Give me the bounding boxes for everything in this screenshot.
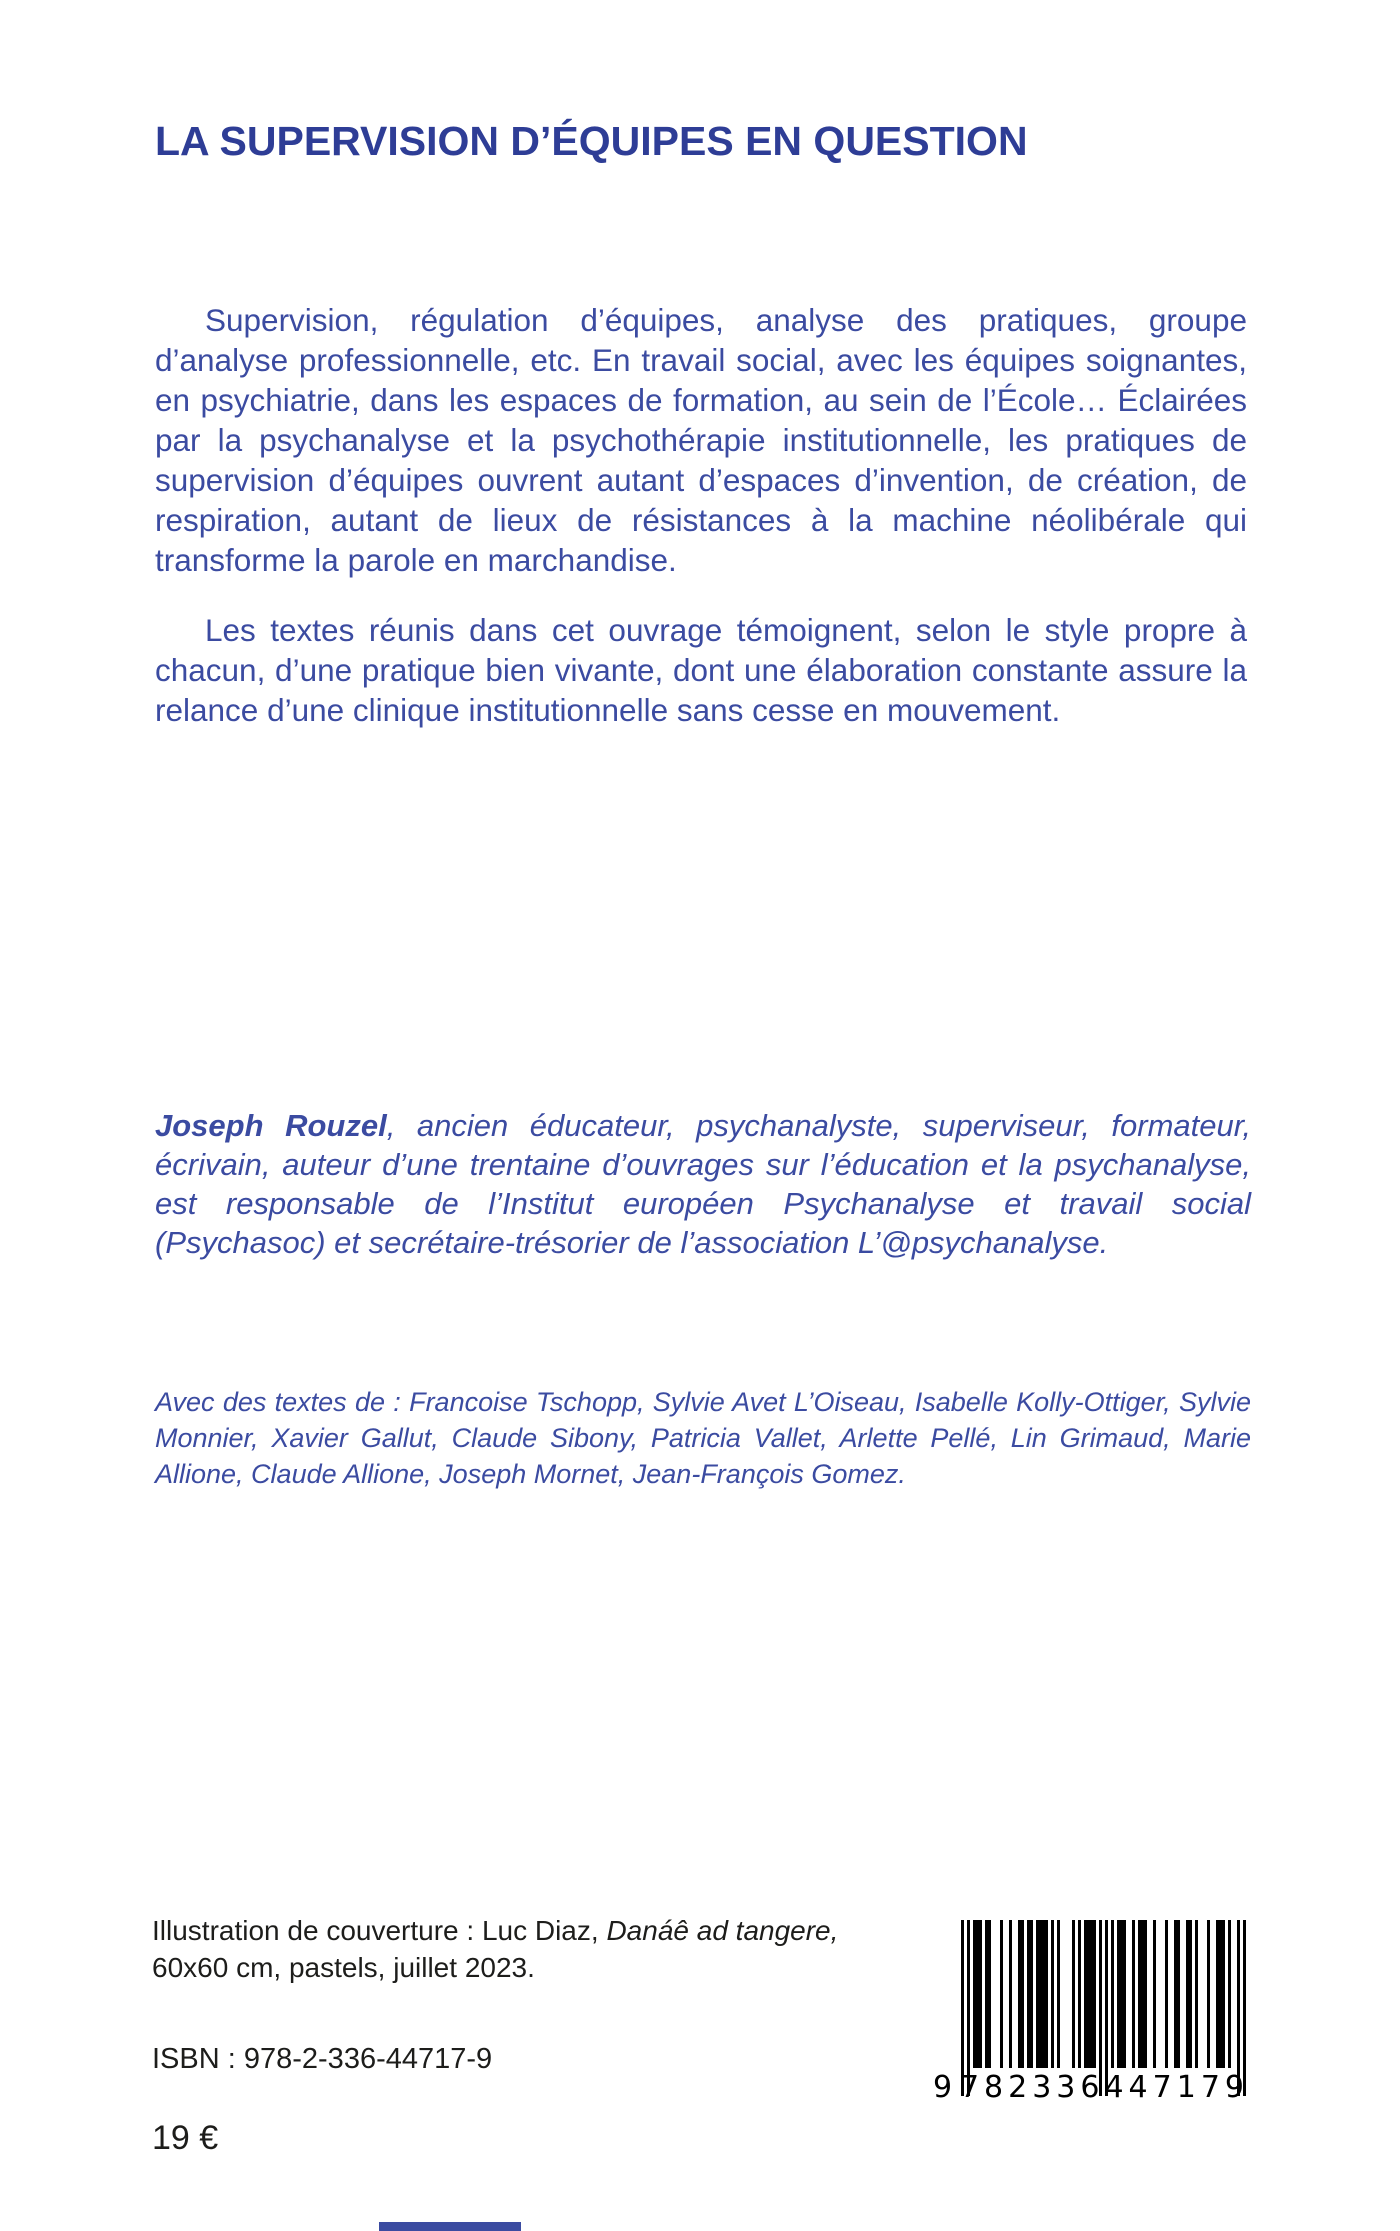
barcode-first-digit: 9 [933, 2070, 953, 2105]
illustration-credit [152, 1912, 852, 1949]
synopsis-paragraph-2: Les textes réunis dans cet ouvrage témoignent, selon le style propre à chacun, d’une pratique bien vivante, dont une élaboration constante assure la relance d’une clinique institutionnelle sans cesse en mouvement. [155, 612, 1247, 728]
bottom-stripe [379, 2222, 521, 2231]
price: 19 € [152, 2119, 219, 2157]
synopsis [155, 300, 1247, 730]
author-bio-text: , ancien éducateur, psychanalyste, superviseur, formateur, écrivain, auteur d’une trentaine d’ouvrages sur l’éducation et la psychanalyse, est responsable de l’Institut européen Psychanalyse et travail social (Psychasoc) et secrétaire-trésorier de l’association L’@psychanalyse. [155, 1108, 1251, 1260]
barcode [933, 1920, 1249, 2112]
contributors-note: Avec des textes de : Francoise Tschopp, Sylvie Avet L’Oiseau, Isabelle Kolly-Ottiger, Sylvie Monnier, Xavier Gallut, Claude Sibony, Patricia Vallet, Arlette Pellé, Lin Grimaud, Marie Allione, Claude Allione, Joseph Mornet, Jean-François Gomez. [155, 1387, 1251, 1489]
illustration-title: Danáê ad tangere, [606, 1915, 839, 1946]
synopsis-paragraph-1: Supervision, régulation d’équipes, analyse des pratiques, groupe d’analyse professionnelle, etc. En travail social, avec les équipes soignantes, en psychiatrie, dans les espaces de formation, au sein de l’École… Éclairées par la psychanalyse et la psychothérapie institutionnelle, les pratiques de supervision d’équipes ouvrent autant d’espaces d’invention, de création, de respiration, autant de lieux de résistances à la machine néolibérale qui transforme la parole en marchandise. [155, 302, 1247, 578]
colophon [152, 1912, 852, 2157]
author-name: Joseph Rouzel [155, 1108, 387, 1143]
barcode-digits [933, 2070, 1249, 2105]
illustration-credit-prefix: Illustration de couverture : Luc Diaz, [152, 1915, 607, 1946]
barcode-left-group: 782336 [959, 2070, 1105, 2105]
author-bio [155, 1106, 1251, 1262]
isbn: ISBN : 978-2-336-44717-9 [152, 2043, 493, 2075]
illustration-credit-line2: 60x60 cm, pastels, juillet 2023. [152, 1952, 535, 1983]
book-title: LA SUPERVISION D’ÉQUIPES EN QUESTION [155, 118, 1028, 164]
barcode-right-group: 447179 [1104, 2070, 1249, 2105]
